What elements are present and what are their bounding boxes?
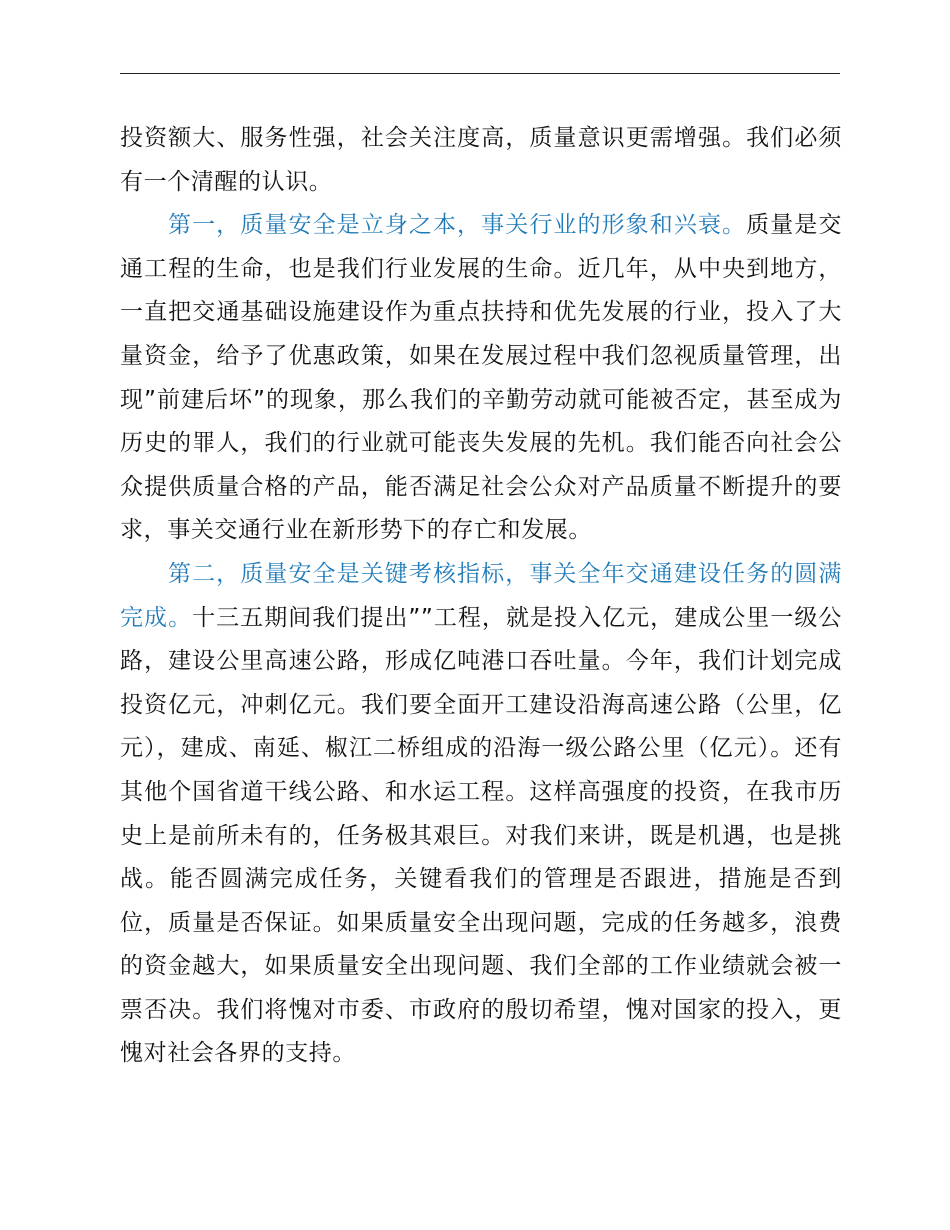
paragraph-first-point [120, 204, 842, 553]
second-point-heading: 第二，质量安全是关键考核指标，事关全年交通建设任务的圆满完成。 [120, 560, 842, 631]
paragraph-intro-text: 投资额大、服务性强，社会关注度高，质量意识更需增强。我们必须有一个清醒的认识。 [120, 125, 842, 195]
first-point-body: 质量是交通工程的生命，也是我们行业发展的生命。近几年，从中央到地方，一直把交通基础设施建设作为重点扶持和优先发展的行业，投入了大量资金，给予了优惠政策，如果在发展过程中我们忽视质量管理，出现”前建后坏”的现象，那么我们的辛勤劳动就可能被否定，甚至成为历史的罪人，我们的行业就可能丧失发展的先机。我们能否向社会公众提供质量合格的产品，能否满足社会公众对产品质量不断提升的要求，事关交通行业在新形势下的存亡和发展。 [120, 212, 842, 544]
header-rule [120, 73, 840, 74]
second-point-body: 十三五期间我们提出””工程，就是投入亿元，建成公里一级公路，建设公里高速公路，形成亿吨港口吞吐量。今年，我们计划完成投资亿元，冲刺亿元。我们要全面开工建设沿海高速公路（公里，亿元），建成、南延、椒江二桥组成的沿海一级公路公里（亿元）。还有其他个国省道干线公路、和水运工程。这样高强度的投资，在我市历史上是前所未有的，任务极其艰巨。对我们来讲，既是机遇，也是挑战。能否圆满完成任务，关键看我们的管理是否跟进，措施是否到位，质量是否保证。如果质量安全出现问题，完成的任务越多，浪费的资金越大，如果质量安全出现问题、我们全部的工作业绩就会被一票否决。我们将愧对市委、市政府的殷切希望，愧对国家的投入，更愧对社会各界的支持。 [120, 604, 842, 1067]
paragraph-second-point [120, 553, 842, 1076]
paragraph-intro [120, 117, 842, 204]
first-point-heading: 第一，质量安全是立身之本，事关行业的形象和兴衰。 [168, 212, 747, 239]
document-body [120, 117, 842, 1076]
